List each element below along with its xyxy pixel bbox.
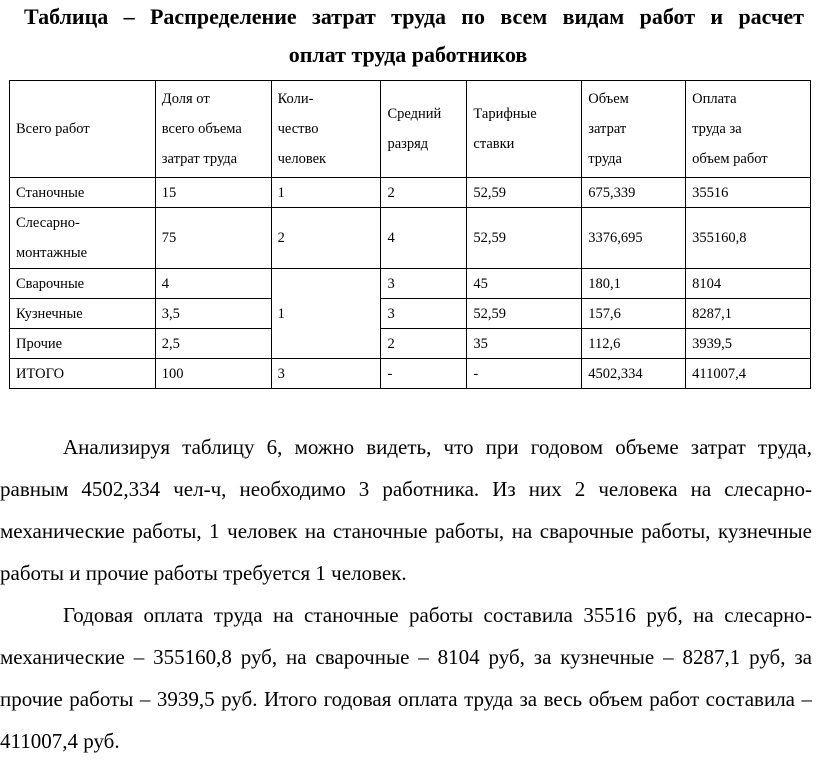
table-cell: 3,5 xyxy=(155,299,271,329)
table-cell-merged: 1 xyxy=(271,269,381,359)
table-cell: 2 xyxy=(381,178,467,208)
header-cell: Доля от всего объема затрат труда xyxy=(155,81,271,178)
table-row xyxy=(10,178,811,208)
table-cell: Кузнечные xyxy=(10,299,156,329)
table-cell: 2 xyxy=(271,208,381,269)
table-caption-line1: Таблица – Распределение затрат труда по всем видам работ и расчет xyxy=(24,4,804,29)
table-row xyxy=(10,329,811,359)
table-cell: 675,339 xyxy=(582,178,686,208)
table-header-row xyxy=(10,81,811,178)
paragraph-annual-pay: Годовая оплата труда на станочные работы составила 35516 руб, на слесарно-механические – 355160,8 руб, на сварочные – 8104 руб, за кузнечные – 8287,1 руб, за прочие работы – 3939,5 руб. Итого годовая оплата труда за весь объем работ составила – 411007,4 руб. xyxy=(0,603,812,753)
table-cell: 4502,334 xyxy=(582,359,686,389)
header-cell: Объем затрат труда xyxy=(582,81,686,178)
paragraph-analysis: Анализируя таблицу 6, можно видеть, что при годовом объеме затрат труда, равным 4502,334 чел-ч, необходимо 3 работника. Из них 2 человека на слесарно-механические работы, 1 человек на станочные работы, на сварочные работы, кузнечные работы и прочие работы требуется 1 человек. xyxy=(0,435,812,585)
table-cell: 3376,695 xyxy=(582,208,686,269)
header-cell: Коли- чество человек xyxy=(271,81,381,178)
header-cell: Оплата труда за объем работ xyxy=(686,81,811,178)
table-cell: 52,59 xyxy=(467,299,582,329)
table-cell: 52,59 xyxy=(467,178,582,208)
table-total-row xyxy=(10,359,811,389)
table-cell: 75 xyxy=(155,208,271,269)
table-cell: 3 xyxy=(271,359,381,389)
table-cell: Слесарно- монтажные xyxy=(10,208,156,269)
table-cell: 180,1 xyxy=(582,269,686,299)
table-cell: 35516 xyxy=(686,178,811,208)
table-row xyxy=(10,299,811,329)
table-cell: 8104 xyxy=(686,269,811,299)
table-cell: 35 xyxy=(467,329,582,359)
table-cell: 3 xyxy=(381,269,467,299)
table-cell: 8287,1 xyxy=(686,299,811,329)
table-cell: 45 xyxy=(467,269,582,299)
labor-cost-table xyxy=(9,80,811,389)
table-cell: 52,59 xyxy=(467,208,582,269)
table-cell: 2,5 xyxy=(155,329,271,359)
table-cell: 4 xyxy=(155,269,271,299)
table-caption-line2: оплат труда работников xyxy=(288,42,528,67)
table-cell: 411007,4 xyxy=(686,359,811,389)
table-cell: Станочные xyxy=(10,178,156,208)
table-row xyxy=(10,269,811,299)
table-cell: - xyxy=(467,359,582,389)
table-cell: ИТОГО xyxy=(10,359,156,389)
table-cell: 3 xyxy=(381,299,467,329)
table-cell: - xyxy=(381,359,467,389)
header-cell: Средний разряд xyxy=(381,81,467,178)
table-row xyxy=(10,208,811,269)
table-cell: 2 xyxy=(381,329,467,359)
table-cell: 4 xyxy=(381,208,467,269)
table-cell: 15 xyxy=(155,178,271,208)
header-cell: Тарифные ставки xyxy=(467,81,582,178)
table-cell: 3939,5 xyxy=(686,329,811,359)
header-cell: Всего работ xyxy=(10,81,156,178)
body-text xyxy=(0,426,812,762)
table-cell: 355160,8 xyxy=(686,208,811,269)
table-cell: 112,6 xyxy=(582,329,686,359)
table-cell: 1 xyxy=(271,178,381,208)
table-cell: Сварочные xyxy=(10,269,156,299)
table-cell: 100 xyxy=(155,359,271,389)
table-cell: 157,6 xyxy=(582,299,686,329)
table-cell: Прочие xyxy=(10,329,156,359)
